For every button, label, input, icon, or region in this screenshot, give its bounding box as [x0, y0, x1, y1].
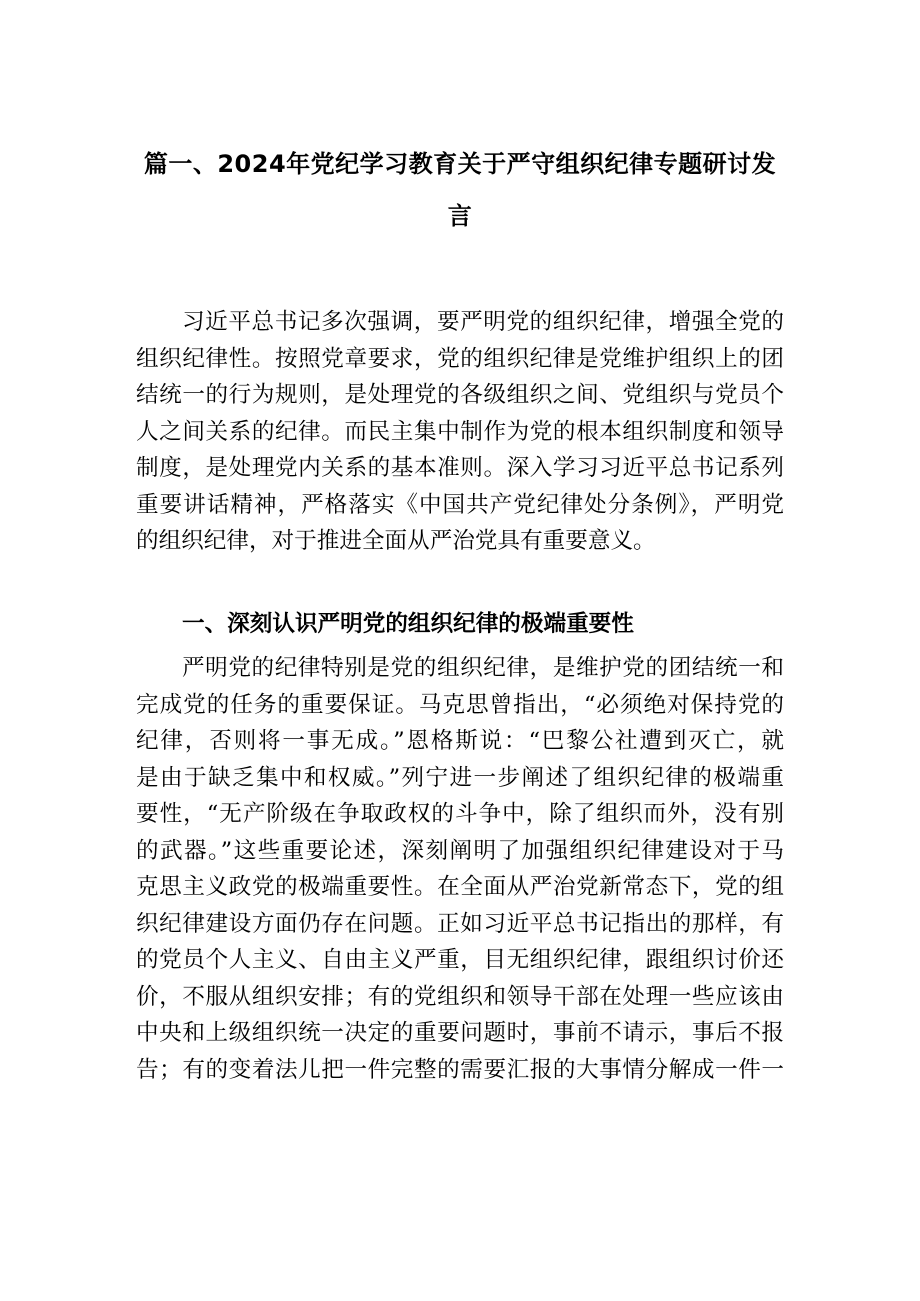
- paragraph-line: 要性，“无产阶级在争取政权的斗争中，除了组织而外，没有别: [136, 801, 784, 827]
- paragraph-line: 克思主义政党的极端重要性。在全面从严治党新常态下，党的组: [136, 874, 784, 900]
- paragraph-line: 的党员个人主义、自由主义严重，目无组织纪律，跟组织讨价还: [136, 947, 784, 973]
- paragraph-intro: [136, 304, 784, 560]
- paragraph-section-1: [136, 650, 784, 1088]
- document-title-line: 言: [447, 202, 473, 230]
- paragraph-line: 组织纪律性。按照党章要求，党的组织纪律是党维护组织上的团: [136, 345, 784, 372]
- paragraph-line: 的组织纪律，对于推进全面从严治党具有重要意义。: [136, 528, 656, 554]
- paragraph-line: 中央和上级组织统一决定的重要问题时，事前不请示，事后不报: [136, 1020, 784, 1046]
- paragraph-line: 严明党的纪律特别是党的组织纪律，是维护党的团结统一和: [182, 655, 784, 681]
- section-heading-1: 一、深刻认识严明党的组织纪律的极端重要性: [182, 611, 634, 637]
- paragraph-line: 纪律，否则将一事无成。”恩格斯说：“巴黎公社遭到灭亡，就: [136, 728, 784, 754]
- paragraph-line: 是由于缺乏集中和权威。”列宁进一步阐述了组织纪律的极端重: [136, 764, 784, 791]
- paragraph-line: 告；有的变着法儿把一件完整的需要汇报的大事情分解成一件一: [136, 1056, 784, 1083]
- document-title-line: 篇一、2024年党纪学习教育关于严守组织纪律专题研讨发: [143, 150, 777, 178]
- paragraph-line: 重要讲话精神，严格落实《中国共产党纪律处分条例》，严明党: [136, 491, 784, 518]
- paragraph-line: 习近平总书记多次强调，要严明党的组织纪律，增强全党的: [182, 309, 784, 335]
- paragraph-line: 结统一的行为规则，是处理党的各级组织之间、党组织与党员个: [136, 382, 784, 408]
- paragraph-line: 织纪律建设方面仍存在问题。正如习近平总书记指出的那样，有: [136, 910, 784, 937]
- paragraph-line: 人之间关系的纪律。而民主集中制作为党的根本组织制度和领导: [136, 418, 784, 445]
- paragraph-line: 的武器。”这些重要论述，深刻阐明了加强组织纪律建设对于马: [136, 837, 784, 864]
- paragraph-line: 价，不服从组织安排；有的党组织和领导干部在处理一些应该由: [136, 983, 784, 1010]
- paragraph-line: 制度，是处理党内关系的基本准则。深入学习习近平总书记系列: [136, 455, 784, 481]
- document-title: [130, 138, 790, 242]
- paragraph-line: 完成党的任务的重要保证。马克思曾指出，“必须绝对保持党的: [136, 691, 784, 718]
